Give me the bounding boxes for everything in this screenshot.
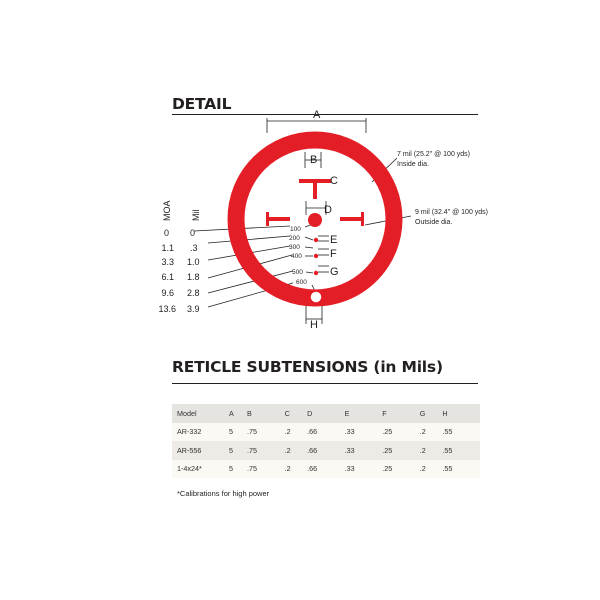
column-header: G (419, 408, 426, 418)
moa-value: 1.1 (161, 243, 174, 253)
dot-600-mark (310, 291, 322, 303)
table-cell: .2 (284, 445, 291, 455)
mil-value: 2.8 (187, 288, 200, 298)
detail-heading: DETAIL (172, 95, 232, 113)
outside-diameter-value: 9 mil (32.4" @ 100 yds) (415, 209, 489, 216)
column-header: H (442, 408, 448, 418)
dim-g-label: G (330, 266, 339, 278)
moa-value: 3.3 (161, 257, 174, 267)
table-cell: .66 (307, 427, 318, 437)
table-header-row (172, 404, 480, 423)
table-cell: .66 (307, 464, 318, 474)
model-cell: 1-4x24* (177, 464, 202, 474)
dot-400-mark (314, 254, 318, 258)
range-label-600: 600 (296, 279, 307, 286)
table-row (172, 460, 480, 479)
table-cell: .66 (307, 445, 318, 455)
table-cell: 5 (229, 464, 233, 474)
dim-c-label: C (330, 175, 338, 187)
column-header: C (284, 408, 290, 418)
range-label-500: 500 (292, 269, 303, 276)
column-header: B (247, 408, 252, 418)
inside-diameter-label: Inside dia. (397, 161, 429, 168)
mil-value: 1.0 (187, 257, 200, 267)
dim-e-label: E (330, 234, 338, 246)
table-row (172, 423, 480, 442)
table-cell: .2 (419, 427, 426, 437)
table-cell: .2 (419, 445, 426, 455)
table-cell: .2 (284, 427, 291, 437)
moa-value: 13.6 (158, 304, 176, 314)
dim-a-label: A (313, 109, 321, 121)
right-windage-bar-mark (340, 217, 363, 221)
table-cell: .55 (442, 427, 453, 437)
subtensions-heading-rule (172, 383, 478, 384)
left-windage-bar-mark (266, 217, 290, 221)
table-cell: .55 (442, 464, 453, 474)
mil-value: 3.9 (187, 304, 200, 314)
range-label-100: 100 (290, 226, 301, 233)
range-label-400: 400 (291, 253, 302, 260)
model-cell: AR-556 (177, 445, 202, 455)
column-header: E (344, 408, 350, 418)
table-cell: .75 (247, 427, 258, 437)
dim-b-label: B (310, 154, 318, 166)
moa-value: 6.1 (161, 272, 174, 282)
right-windage-cap-mark (361, 212, 364, 226)
inside-diameter-value: 7 mil (25.2" @ 100 yds) (397, 151, 471, 158)
table-cell: 5 (229, 445, 233, 455)
table-cell: .75 (247, 464, 258, 474)
mil-header: Mil (191, 209, 201, 221)
mil-value: 0 (190, 228, 196, 238)
moa-value: 0 (163, 228, 169, 238)
moa-header: MOA (162, 200, 172, 221)
outside-diameter-label: Outside dia. (415, 219, 453, 226)
center-dot-mark (308, 213, 322, 227)
dim-h-label: H (310, 319, 318, 331)
moa-value: 9.6 (161, 288, 174, 298)
subtensions-heading: RETICLE SUBTENSIONS (in Mils) (172, 358, 443, 376)
table-row (172, 441, 480, 460)
dim-f-label: F (330, 248, 337, 260)
dot-500-mark (314, 271, 318, 275)
table-cell: .25 (382, 464, 393, 474)
left-windage-cap-mark (266, 212, 269, 226)
table-cell: .2 (284, 464, 291, 474)
table-cell: .33 (344, 464, 355, 474)
table-cell: .33 (344, 427, 355, 437)
range-label-200: 200 (289, 235, 300, 242)
table-cell: 5 (229, 427, 233, 437)
table-cell: .25 (382, 427, 393, 437)
dim-d-label: D (324, 204, 332, 216)
calibration-footnote: *Calibrations for high power (177, 489, 270, 498)
subtensions-table (172, 404, 480, 478)
mil-value: 1.8 (187, 272, 200, 282)
table-cell: .75 (247, 445, 258, 455)
column-header-model: Model (177, 408, 197, 418)
column-header: A (229, 408, 234, 418)
column-header: D (307, 408, 313, 418)
model-cell: AR-332 (177, 427, 202, 437)
table-cell: .55 (442, 445, 453, 455)
dot-300-mark (314, 238, 318, 242)
table-cell: .33 (344, 445, 355, 455)
mil-value: .3 (190, 243, 198, 253)
column-header: F (382, 408, 387, 418)
range-label-300: 300 (289, 244, 300, 251)
table-cell: .25 (382, 445, 393, 455)
elevation-stem-mark (313, 179, 317, 199)
table-cell: .2 (419, 464, 426, 474)
